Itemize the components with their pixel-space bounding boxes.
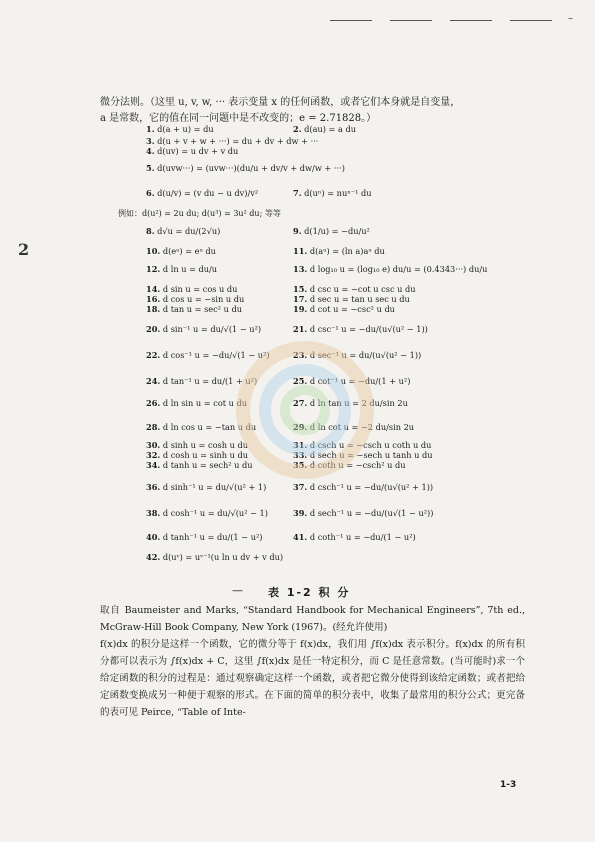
- body-paragraph: 取自 Baumeister and Marks, “Standard Handbook for Mechanical Engineers”, 7th ed., McGraw-Hill Book Company, New York (1967)。(经允许使用): [100, 605, 525, 633]
- formula-number: 34.: [146, 460, 161, 470]
- formula-number: 11.: [293, 246, 308, 256]
- body-text: [100, 602, 525, 721]
- formula-item: [146, 146, 238, 156]
- formula-text: d coth u = −csch² u du: [309, 460, 406, 470]
- formula-text: d(u + v + w + ···) = du + dv + dw + ···: [157, 136, 319, 146]
- formula-number: 17.: [293, 294, 308, 304]
- formula-number: 10.: [146, 246, 161, 256]
- formula-item: [293, 226, 370, 236]
- formula-number: 31.: [293, 440, 308, 450]
- formula-number: 33.: [293, 450, 308, 460]
- formula-number: 25.: [293, 376, 308, 386]
- example-note: 例如：d(u²) = 2u du; d(u³) = 3u² du; 等等: [118, 209, 281, 218]
- header-dash: –: [568, 13, 573, 24]
- formula-text: d sec⁻¹ u = du/(u√(u² − 1)): [309, 350, 422, 360]
- formula-number: 39.: [293, 508, 308, 518]
- formula-number: 30.: [146, 440, 161, 450]
- formula-item: [146, 188, 258, 198]
- formula-text: d sinh⁻¹ u = du/√(u² + 1): [162, 482, 267, 492]
- formula-number: 28.: [146, 422, 161, 432]
- section-dash: —: [232, 584, 243, 597]
- formula-number: 1.: [146, 124, 155, 134]
- formula-item: [146, 136, 318, 146]
- formula-item: [146, 264, 217, 274]
- formula-number: 26.: [146, 398, 161, 408]
- intro-line: a 是常数，它的值在同一问题中是不改变的；e = 2.71828。）: [100, 113, 377, 124]
- formula-text: d sinh u = cosh u du: [162, 440, 248, 450]
- header-rule: [390, 20, 432, 21]
- side-margin-mark: 2: [18, 240, 30, 259]
- formula-item: [293, 264, 487, 274]
- watermark-logo: [220, 325, 390, 495]
- formula-item: [146, 124, 214, 134]
- formula-number: 5.: [146, 163, 155, 173]
- formula-text: d sec u = tan u sec u du: [309, 294, 410, 304]
- formula-item: [146, 226, 220, 236]
- formula-item: [293, 188, 372, 198]
- formula-text: d(uv) = u dv + v du: [157, 146, 239, 156]
- formula-text: d sin⁻¹ u = du/√(1 − u²): [162, 324, 262, 334]
- formula-text: d(1/u) = −du/u²: [304, 226, 370, 236]
- formula-number: 8.: [146, 226, 155, 236]
- formula-number: 14.: [146, 284, 161, 294]
- formula-text: d cos u = −sin u du: [162, 294, 245, 304]
- formula-text: d ln sin u = cot u du: [162, 398, 248, 408]
- formula-number: 7.: [293, 188, 302, 198]
- formula-text: d csc u = −cot u csc u du: [309, 284, 416, 294]
- formula-text: d(u/v) = (v du − u dv)/v²: [157, 188, 259, 198]
- formula-text: d(uⁿ) = nuⁿ⁻¹ du: [304, 188, 372, 198]
- formula-number: 36.: [146, 482, 161, 492]
- formula-text: d sin u = cos u du: [162, 284, 238, 294]
- formula-text: d ln cos u = −tan u du: [162, 422, 257, 432]
- formula-text: d cot u = −csc² u du: [309, 304, 395, 314]
- formula-number: 29.: [293, 422, 308, 432]
- formula-number: 23.: [293, 350, 308, 360]
- formula-number: 2.: [293, 124, 302, 134]
- page-number: 1-3: [500, 780, 517, 790]
- formula-text: d√u = du/(2√u): [157, 226, 221, 236]
- body-paragraph: f(x)dx 的积分是这样一个函数，它的微分等于 f(x)dx，我们用 ∫f(x)dx 表示积分。f(x)dx 的所有积分都可以表示为 ∫f(x)dx + C，这里 ∫f(x)dx 是任一特定积分，而 C 是任意常数。(当可能时)求一个给定函数的积分的过程是：通过观察确定这样一个函数，或者把它微分使得到该给定函数；或者把给定函数变换成另一种便于观察的形式。在下面的简单的积分表中，收集了最常用的积分公式；更完备的表可见 Peirce, “Table of Inte-: [100, 639, 525, 718]
- formula-item: [146, 552, 283, 562]
- formula-text: d log₁₀ u = (log₁₀ e) du/u = (0.4343···) du/u: [309, 264, 488, 274]
- formula-number: 41.: [293, 532, 308, 542]
- formula-text: d csch u = −csch u coth u du: [309, 440, 432, 450]
- formula-number: 9.: [293, 226, 302, 236]
- formula-text: d ln cot u = −2 du/sin 2u: [309, 422, 415, 432]
- formula-item: [293, 508, 433, 518]
- formula-item: [293, 532, 416, 542]
- formula-text: d cos⁻¹ u = −du/√(1 − u²): [162, 350, 270, 360]
- formula-number: 3.: [146, 136, 155, 146]
- formula-text: d sech⁻¹ u = −du/(u√(1 − u²)): [309, 508, 434, 518]
- formula-item: [146, 163, 345, 173]
- formula-text: d(uvw···) = (uvw···)(du/u + dv/v + dw/w + ···): [157, 163, 345, 173]
- formula-text: d tanh u = sech² u du: [162, 460, 253, 470]
- formula-text: d cosh u = sinh u du: [162, 450, 248, 460]
- formula-item: [293, 304, 395, 314]
- formula-text: d tan u = sec² u du: [162, 304, 242, 314]
- section-title: 表 1-2 积 分: [268, 586, 351, 599]
- formula-number: 24.: [146, 376, 161, 386]
- formula-number: 12.: [146, 264, 161, 274]
- formula-text: d(a + u) = du: [157, 124, 214, 134]
- formula-number: 15.: [293, 284, 308, 294]
- formula-number: 18.: [146, 304, 161, 314]
- formula-text: d csc⁻¹ u = −du/(u√(u² − 1)): [309, 324, 428, 334]
- formula-item: [146, 294, 244, 304]
- formula-text: d coth⁻¹ u = −du/(1 − u²): [309, 532, 416, 542]
- formula-item: [146, 304, 242, 314]
- formula-text: d ln u = du/u: [162, 264, 218, 274]
- formula-text: d(uᵛ) = uᵛ⁻¹(u ln u dv + v du): [162, 552, 284, 562]
- formula-number: 21.: [293, 324, 308, 334]
- formula-number: 38.: [146, 508, 161, 518]
- formula-item: [293, 246, 385, 256]
- formula-number: 37.: [293, 482, 308, 492]
- intro-paragraph: [100, 95, 530, 127]
- formula-number: 22.: [146, 350, 161, 360]
- formula-text: d(eᵘ) = eᵘ du: [162, 246, 216, 256]
- formula-number: 19.: [293, 304, 308, 314]
- intro-line: 微分法则。（这里 u, v, w, ··· 表示变量 x 的任何函数，或者它们本身就是自变量，: [100, 97, 461, 108]
- formula-number: 32.: [146, 450, 161, 460]
- formula-number: 35.: [293, 460, 308, 470]
- formula-item: [146, 508, 268, 518]
- formula-number: 4.: [146, 146, 155, 156]
- formula-number: 27.: [293, 398, 308, 408]
- formula-number: 40.: [146, 532, 161, 542]
- formula-number: 6.: [146, 188, 155, 198]
- formula-text: d tanh⁻¹ u = du/(1 − u²): [162, 532, 263, 542]
- formula-item: [293, 124, 356, 134]
- formula-text: d sech u = −sech u tanh u du: [309, 450, 433, 460]
- formula-item: [146, 284, 237, 294]
- formula-text: d(au) = a du: [304, 124, 357, 134]
- formula-number: 13.: [293, 264, 308, 274]
- formula-number: 16.: [146, 294, 161, 304]
- formula-text: d cot⁻¹ u = −du/(1 + u²): [309, 376, 411, 386]
- formula-number: 20.: [146, 324, 161, 334]
- formula-item: [293, 284, 416, 294]
- formula-item: [146, 246, 216, 256]
- formula-item: [293, 294, 410, 304]
- formula-text: d(aᵘ) = (ln a)aᵘ du: [309, 246, 385, 256]
- formula-text: d csch⁻¹ u = −du/(u√(u² + 1)): [309, 482, 434, 492]
- header-rule: [510, 20, 552, 21]
- header-rule: [450, 20, 492, 21]
- header-rule: [330, 20, 372, 21]
- formula-item: [146, 532, 262, 542]
- formula-text: d cosh⁻¹ u = du/√(u² − 1): [162, 508, 268, 518]
- formula-text: d tan⁻¹ u = du/(1 + u²): [162, 376, 258, 386]
- formula-number: 42.: [146, 552, 161, 562]
- formula-text: d ln tan u = 2 du/sin 2u: [309, 398, 408, 408]
